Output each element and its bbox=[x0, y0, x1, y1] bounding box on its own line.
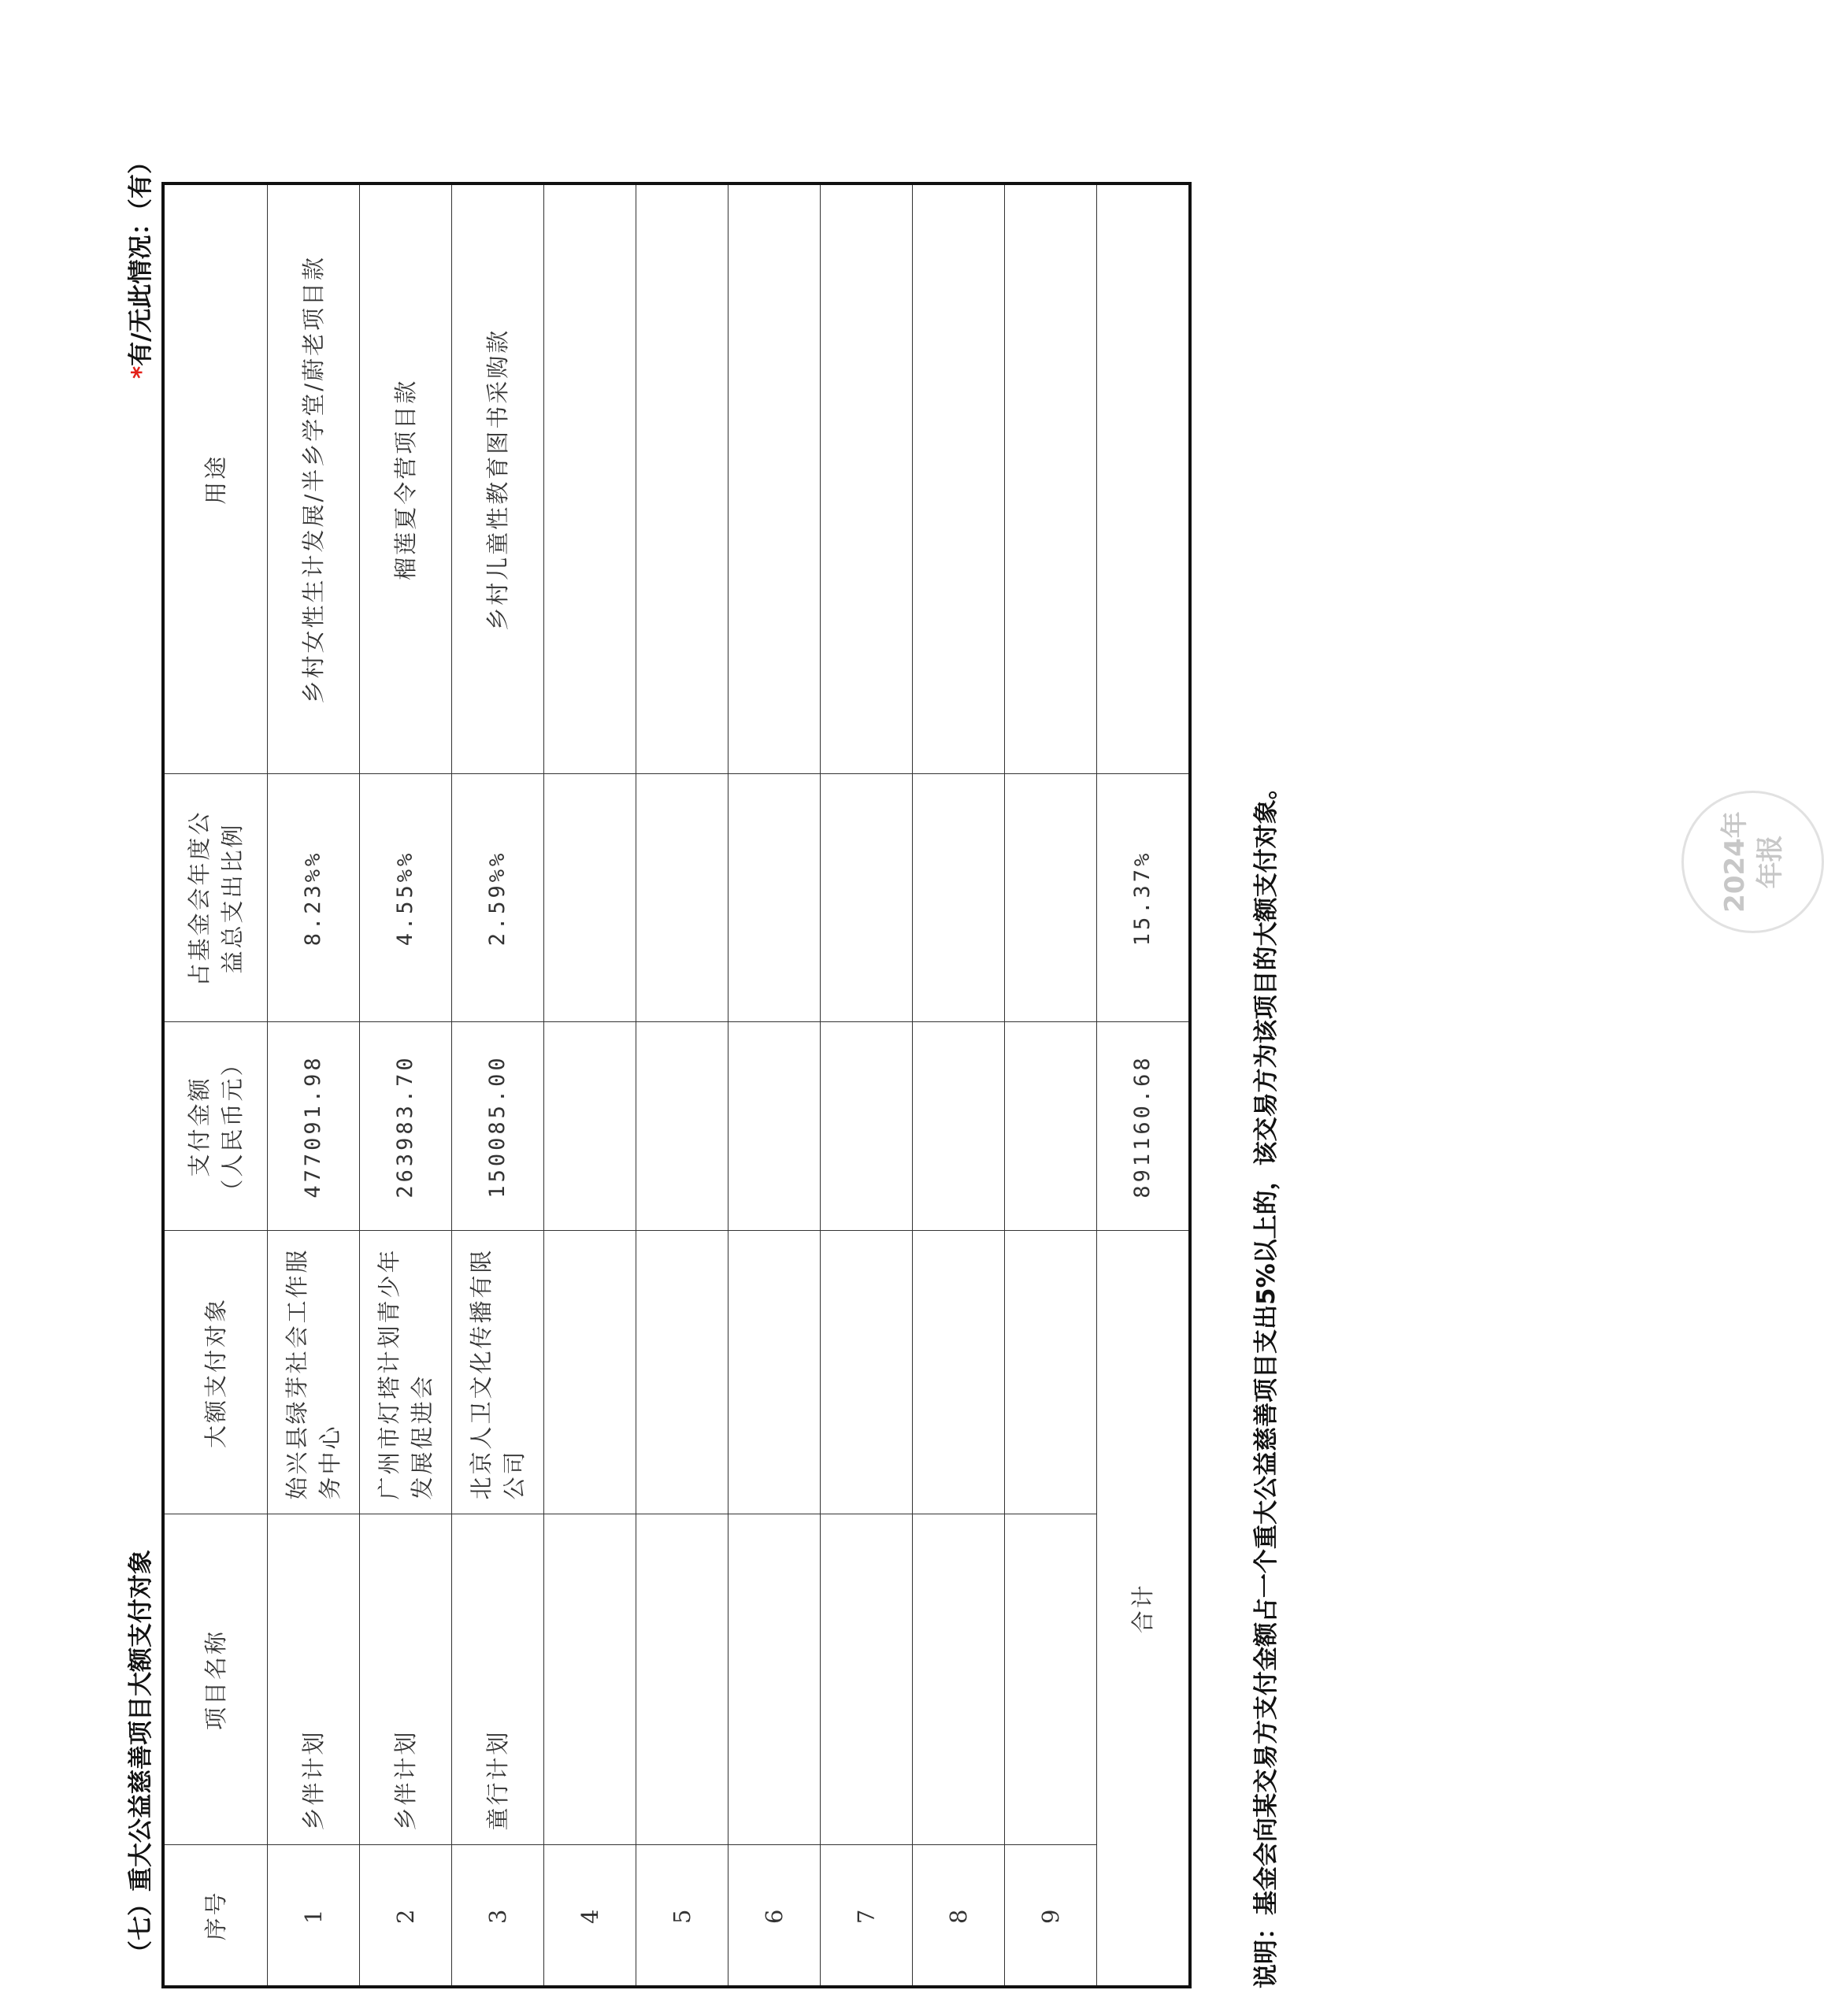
cell-amount bbox=[913, 1022, 1005, 1231]
header-payee: 大额支付对象 bbox=[163, 1231, 268, 1514]
header-ratio-line1: 占基金会年度公 bbox=[185, 810, 213, 987]
cell-usage bbox=[728, 183, 821, 774]
cell-seq: 5 bbox=[636, 1845, 728, 1987]
cell-project bbox=[636, 1514, 728, 1845]
cell-seq: 6 bbox=[728, 1845, 821, 1987]
cell-usage: 乡村女性生计发展/半乡学堂/蔚老项目款 bbox=[268, 183, 360, 774]
cell-usage: 榴莲夏令营项目款 bbox=[360, 183, 452, 774]
cell-payee: 始兴县绿芽社会工作服务中心 bbox=[268, 1231, 360, 1514]
cell-seq: 1 bbox=[268, 1845, 360, 1987]
cell-ratio bbox=[821, 774, 913, 1022]
total-ratio: 15.37% bbox=[1097, 774, 1191, 1022]
cell-ratio bbox=[636, 774, 728, 1022]
cell-project bbox=[913, 1514, 1005, 1845]
cell-payee bbox=[913, 1231, 1005, 1514]
table-row bbox=[544, 183, 636, 1987]
cell-amount: 150085.00 bbox=[452, 1022, 544, 1231]
cell-payee: 北京人卫文化传播有限公司 bbox=[452, 1231, 544, 1514]
table-row bbox=[268, 183, 360, 1987]
cell-ratio bbox=[728, 774, 821, 1022]
cell-amount bbox=[728, 1022, 821, 1231]
cell-usage bbox=[1005, 183, 1097, 774]
cell-ratio bbox=[913, 774, 1005, 1022]
header-ratio bbox=[163, 774, 268, 1022]
cell-usage bbox=[821, 183, 913, 774]
table-row bbox=[913, 183, 1005, 1987]
table-row bbox=[728, 183, 821, 1987]
cell-amount: 263983.70 bbox=[360, 1022, 452, 1231]
table-row bbox=[1005, 183, 1097, 1987]
cell-ratio: 2.59%% bbox=[452, 774, 544, 1022]
section-title: （七）重大公益慈善项目大额支付对象 bbox=[127, 1550, 155, 1965]
table-row bbox=[360, 183, 452, 1987]
cell-amount: 477091.98 bbox=[268, 1022, 360, 1231]
cell-payee: 广州市灯塔计划青少年发展促进会 bbox=[360, 1231, 452, 1514]
cell-amount bbox=[544, 1022, 636, 1231]
cell-usage bbox=[636, 183, 728, 774]
cell-amount bbox=[636, 1022, 728, 1231]
cell-payee bbox=[821, 1231, 913, 1514]
header-usage: 用途 bbox=[163, 183, 268, 774]
header-amount-line2: （人民币元） bbox=[219, 1051, 246, 1203]
cell-payee bbox=[1005, 1231, 1097, 1514]
payee-table bbox=[161, 182, 1192, 1988]
header-project: 项目名称 bbox=[163, 1514, 268, 1845]
cell-project: 童行计划 bbox=[452, 1514, 544, 1845]
total-usage-empty bbox=[1097, 183, 1191, 774]
table-row bbox=[452, 183, 544, 1987]
cell-payee bbox=[544, 1231, 636, 1514]
cell-seq: 2 bbox=[360, 1845, 452, 1987]
cell-usage bbox=[544, 183, 636, 774]
cell-ratio bbox=[1005, 774, 1097, 1022]
status-text: 有/无此情况：（有） bbox=[127, 150, 155, 366]
required-star: * bbox=[127, 365, 155, 380]
cell-project: 乡伴计划 bbox=[360, 1514, 452, 1845]
watermark-line2: 年报 bbox=[1754, 835, 1786, 889]
table-row bbox=[821, 183, 913, 1987]
cell-project bbox=[1005, 1514, 1097, 1845]
header-amount bbox=[163, 1022, 268, 1231]
cell-seq: 8 bbox=[913, 1845, 1005, 1987]
cell-project bbox=[821, 1514, 913, 1845]
annual-report-watermark bbox=[1681, 791, 1824, 933]
cell-project bbox=[728, 1514, 821, 1845]
cell-ratio: 8.23%% bbox=[268, 774, 360, 1022]
cell-payee bbox=[636, 1231, 728, 1514]
cell-project bbox=[544, 1514, 636, 1845]
table-header-row bbox=[163, 183, 268, 1987]
table-row bbox=[636, 183, 728, 1987]
cell-ratio bbox=[544, 774, 636, 1022]
table-total-row bbox=[1097, 183, 1191, 1987]
cell-usage: 乡村儿童性教育图书采购款 bbox=[452, 183, 544, 774]
header-seq: 序号 bbox=[163, 1845, 268, 1987]
footnote: 说明：基金会向某交易方支付金额占一个重大公益慈善项目支出5%以上的，该交易方为该项目的大额支付对象。 bbox=[1252, 775, 1281, 1988]
header-amount-line1: 支付金额 bbox=[185, 1076, 213, 1177]
cell-seq: 9 bbox=[1005, 1845, 1097, 1987]
cell-amount bbox=[1005, 1022, 1097, 1231]
cell-project: 乡伴计划 bbox=[268, 1514, 360, 1845]
header-ratio-line2: 益总支出比例 bbox=[219, 822, 246, 974]
status-line bbox=[120, 150, 156, 379]
cell-seq: 4 bbox=[544, 1845, 636, 1987]
total-amount: 891160.68 bbox=[1097, 1022, 1191, 1231]
cell-payee bbox=[728, 1231, 821, 1514]
total-label: 合计 bbox=[1097, 1231, 1191, 1987]
cell-seq: 3 bbox=[452, 1845, 544, 1987]
cell-seq: 7 bbox=[821, 1845, 913, 1987]
cell-ratio: 4.55%% bbox=[360, 774, 452, 1022]
cell-amount bbox=[821, 1022, 913, 1231]
watermark-line1: 2024年 bbox=[1719, 811, 1752, 913]
cell-usage bbox=[913, 183, 1005, 774]
